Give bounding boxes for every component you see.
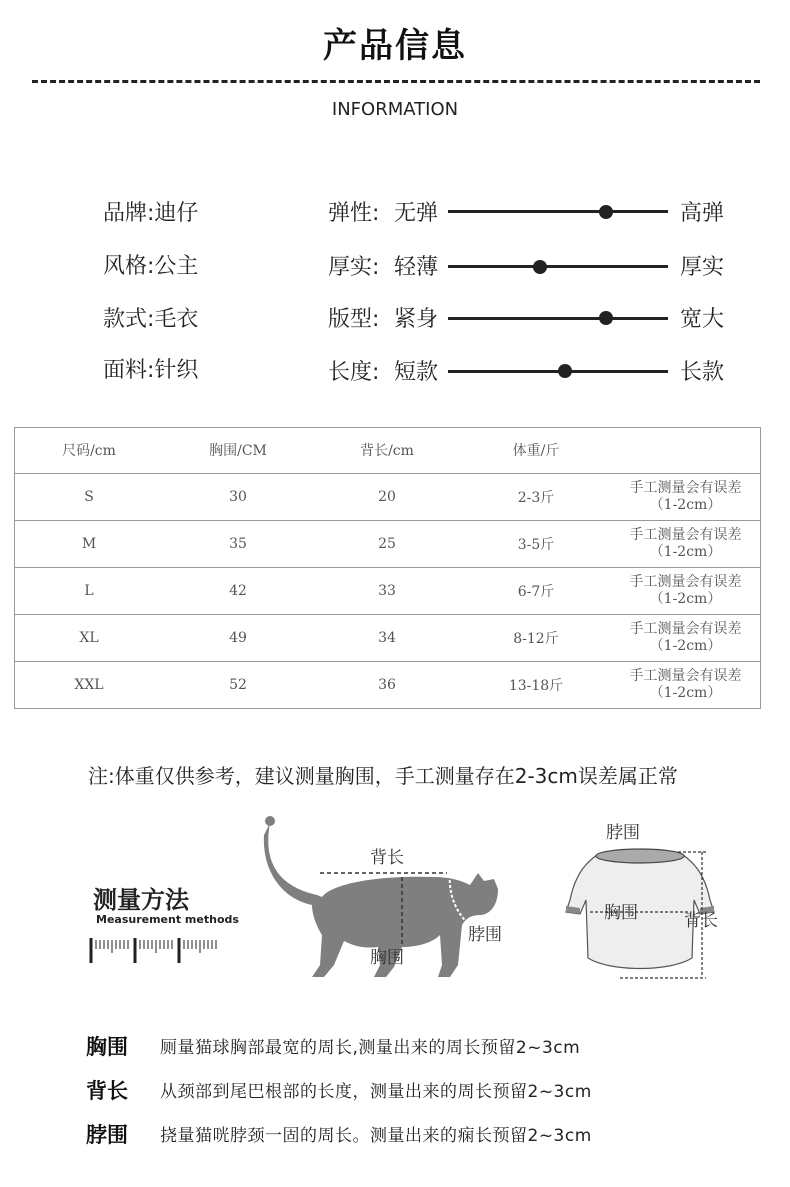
cell-size: M (14, 521, 164, 568)
cell-note-line1: 手工测量会有误差 (629, 574, 742, 590)
size-table (14, 427, 761, 708)
cell-weight: 8-12斤 (462, 615, 610, 662)
method-title: 测量方法 (93, 886, 189, 914)
table-header-chest: 胸围/CM (209, 443, 267, 459)
cell-weight: 3-5斤 (462, 521, 610, 568)
scale-name-elasticity: 弹性: (328, 201, 380, 226)
cell-note-line2: （1-2cm） (649, 591, 722, 607)
scale-track-thickness (448, 265, 668, 268)
table-row (14, 521, 761, 568)
cell-size: XL (14, 615, 164, 662)
cell-back: 36 (312, 662, 462, 709)
cell-back: 34 (312, 615, 462, 662)
cell-note-line1: 手工测量会有误差 (629, 621, 742, 637)
attribute-type: 款式:毛衣 (103, 307, 199, 332)
scale-marker-thickness (533, 260, 547, 274)
cell-weight: 2-3斤 (462, 474, 610, 521)
scale-low-elasticity: 无弹 (394, 201, 439, 226)
cell-note (610, 474, 761, 521)
shirt-illustration (560, 820, 730, 985)
scale-track-elasticity (448, 210, 668, 213)
scale-name-length: 长度: (328, 360, 380, 385)
cell-chest: 35 (164, 521, 312, 568)
table-header-row (14, 427, 761, 474)
cell-back: 33 (312, 568, 462, 615)
cat-illustration (262, 815, 522, 990)
table-header-back: 背长/cm (360, 443, 414, 459)
scale-low-thickness: 轻薄 (394, 255, 439, 280)
scale-marker-elasticity (599, 205, 613, 219)
method-subtitle: Measurement methods (96, 913, 239, 926)
scale-marker-length (558, 364, 572, 378)
cell-back: 20 (312, 474, 462, 521)
cell-note-line2: （1-2cm） (649, 685, 722, 701)
cell-size: L (14, 568, 164, 615)
shirt-label-neck: 脖围 (606, 823, 640, 843)
weight-note: 注:体重仅供参考，建议测量胸围，手工测量存在2-3cm误差属正常 (88, 764, 678, 788)
desc-text-chest: 厕量猫球胸部最宽的周长,测量出来的周长预留2~3cm (160, 1038, 581, 1058)
cell-back: 25 (312, 521, 462, 568)
shirt-label-back: 背长 (684, 911, 718, 931)
cell-note (610, 521, 761, 568)
cell-chest: 49 (164, 615, 312, 662)
cell-note-line1: 手工测量会有误差 (629, 480, 742, 496)
cat-label-chest: 胸围 (370, 948, 404, 968)
scale-marker-fit (599, 311, 613, 325)
table-header-weight: 体重/斤 (512, 443, 560, 459)
table-row (14, 568, 761, 615)
cell-size: XXL (14, 662, 164, 709)
desc-term-neck: 脖围 (86, 1123, 128, 1147)
page-subtitle: INFORMATION (331, 99, 459, 120)
scale-high-thickness: 厚实 (680, 255, 725, 280)
cell-chest: 52 (164, 662, 312, 709)
cell-weight: 6-7斤 (462, 568, 610, 615)
scale-high-length: 长款 (680, 360, 725, 385)
scale-low-length: 短款 (394, 360, 439, 385)
scale-track-fit (448, 317, 668, 320)
cell-weight: 13-18斤 (462, 662, 610, 709)
cell-chest: 42 (164, 568, 312, 615)
cat-label-back: 背长 (370, 848, 404, 868)
table-row (14, 615, 761, 662)
scale-high-fit: 宽大 (680, 307, 725, 332)
cell-note-line2: （1-2cm） (649, 638, 722, 654)
cell-note-line2: （1-2cm） (649, 497, 722, 513)
attribute-brand: 品牌:迪仔 (103, 201, 199, 226)
cell-note (610, 568, 761, 615)
table-header-size: 尺码/cm (62, 443, 116, 459)
scale-name-thickness: 厚实: (328, 255, 380, 280)
table-header-note (610, 427, 761, 474)
table-row (14, 662, 761, 709)
cell-note (610, 615, 761, 662)
cat-label-neck: 脖围 (468, 925, 502, 945)
desc-term-back: 背长 (86, 1079, 128, 1103)
desc-text-back: 从颈部到尾巴根部的长度，测量出来的周长预留2~3cm (160, 1082, 592, 1102)
table-row (14, 474, 761, 521)
shirt-collar (596, 849, 684, 863)
attribute-fabric: 面料:针织 (103, 358, 199, 383)
scale-low-fit: 紧身 (394, 307, 439, 332)
scale-high-elasticity: 高弹 (680, 201, 725, 226)
shirt-label-chest: 胸围 (604, 903, 638, 923)
page-title: 产品信息 (323, 26, 467, 66)
cat-tail-tip (265, 816, 275, 826)
cell-note (610, 662, 761, 709)
scale-name-fit: 版型: (328, 307, 380, 332)
desc-text-neck: 挠量猫咣脖颈一固的周长。测量出来的痫长预留2~3cm (160, 1126, 592, 1146)
cell-note-line2: （1-2cm） (649, 544, 722, 560)
ruler-icon (88, 935, 223, 965)
shirt-body (566, 851, 714, 969)
cell-note-line1: 手工测量会有误差 (629, 527, 742, 543)
desc-term-chest: 胸围 (86, 1035, 128, 1059)
cell-note-line1: 手工测量会有误差 (629, 668, 742, 684)
cell-size: S (14, 474, 164, 521)
attribute-style: 风格:公主 (103, 254, 199, 279)
cell-chest: 30 (164, 474, 312, 521)
dashed-divider (32, 80, 760, 83)
